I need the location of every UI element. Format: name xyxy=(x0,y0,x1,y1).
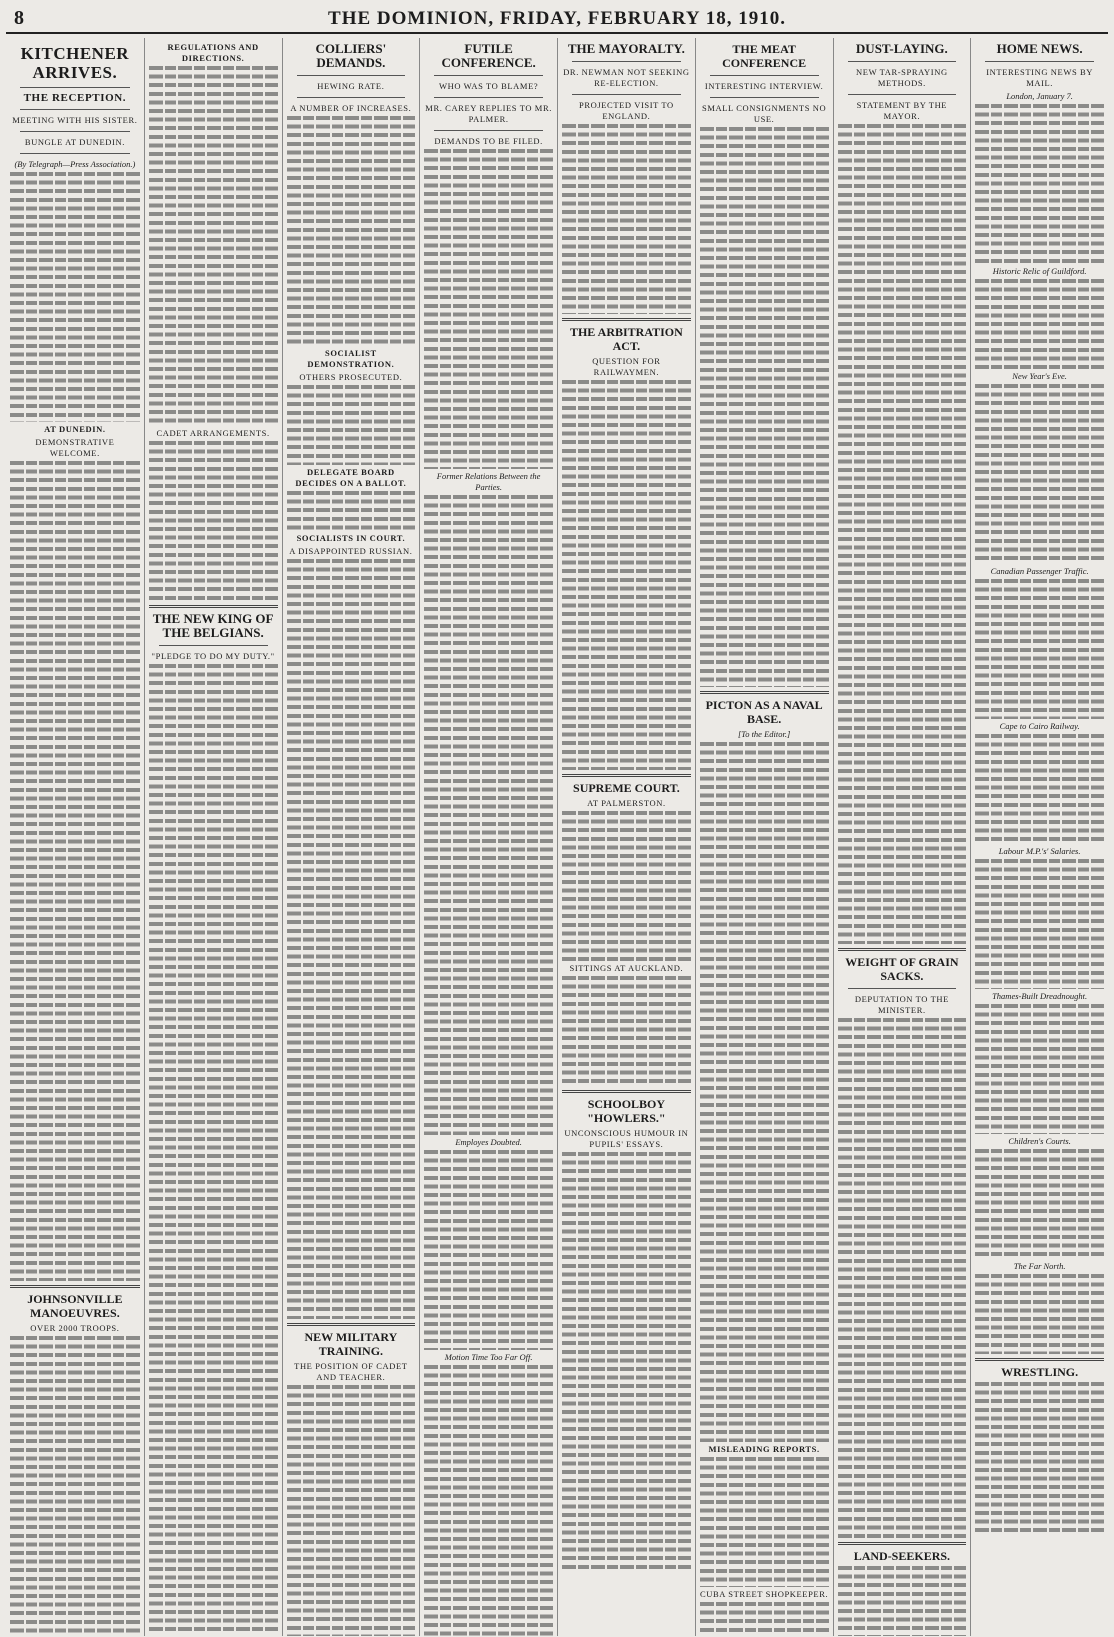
divider xyxy=(975,1358,1104,1361)
divider xyxy=(434,130,543,131)
subhead-mail: INTERESTING NEWS BY MAIL. xyxy=(986,67,1094,88)
subhead-cadet-teacher: THE POSITION OF CADET AND TEACHER. xyxy=(294,1361,408,1382)
section-prosecuted: OTHERS PROSECUTED. xyxy=(299,372,403,382)
subhead-pledge: "PLEDGE TO DO MY DUTY." xyxy=(151,651,275,661)
divider xyxy=(572,94,681,95)
headline-colliers: COLLIERS' DEMANDS. xyxy=(315,41,387,70)
subhead-reception: THE RECEPTION. xyxy=(23,92,127,104)
headline-home-news: HOME NEWS. xyxy=(996,41,1083,56)
divider xyxy=(297,97,406,98)
article-body xyxy=(10,172,140,422)
section-ballot: DELEGATE BOARD DECIDES ON A BALLOT. xyxy=(295,467,407,488)
divider xyxy=(20,87,130,88)
headline-land-seekers: LAND-SEEKERS. xyxy=(853,1549,951,1563)
section-relations: Former Relations Between the Parties. xyxy=(436,471,541,492)
divider xyxy=(838,948,967,951)
column-7 xyxy=(833,38,971,1636)
article-body xyxy=(975,104,1104,264)
headline-military: NEW MILITARY TRAINING. xyxy=(304,1330,398,1358)
section-russian: A DISAPPOINTED RUSSIAN. xyxy=(289,546,413,556)
headline-dust-laying: DUST-LAYING. xyxy=(855,41,948,56)
subhead-england: PROJECTED VISIT TO ENGLAND. xyxy=(579,100,674,121)
article-body xyxy=(975,1004,1104,1134)
divider xyxy=(562,1090,691,1093)
section-canadian-traffic: Canadian Passenger Traffic. xyxy=(990,566,1089,576)
article-body xyxy=(700,1602,829,1636)
headline-futile: FUTILE CONFERENCE. xyxy=(441,41,536,70)
divider xyxy=(562,318,691,321)
section-cadet: CADET ARRANGEMENTS. xyxy=(156,428,270,438)
subhead-hewing: HEWING RATE. xyxy=(317,81,385,91)
article-body xyxy=(424,1150,553,1350)
article-body xyxy=(424,149,553,469)
divider xyxy=(848,988,957,989)
divider xyxy=(297,75,406,76)
column-2 xyxy=(144,38,282,1636)
divider xyxy=(20,131,130,132)
section-subheading: DEMONSTRATIVE WELCOME. xyxy=(35,437,115,458)
divider xyxy=(848,61,957,62)
section-new-years-eve: New Year's Eve. xyxy=(1012,371,1067,381)
headline-supreme-court: SUPREME COURT. xyxy=(573,781,680,795)
section-court: SOCIALISTS IN COURT. xyxy=(296,533,406,543)
subhead-carey: MR. CAREY REPLIES TO MR. PALMER. xyxy=(425,103,552,124)
article-body xyxy=(10,461,140,1281)
article-body xyxy=(838,124,967,944)
section-childrens-courts: Children's Courts. xyxy=(1008,1136,1071,1146)
headline-regulations: REGULATIONS AND DIRECTIONS. xyxy=(167,42,259,63)
section-heading: AT DUNEDIN. xyxy=(44,424,106,434)
divider xyxy=(700,691,829,694)
section-cape-cairo: Cape to Cairo Railway. xyxy=(999,721,1080,731)
article-body xyxy=(149,664,278,1636)
subhead-bungle: BUNGLE AT DUNEDIN. xyxy=(24,137,125,147)
divider xyxy=(562,774,691,777)
article-body xyxy=(287,559,416,1319)
column-6 xyxy=(695,38,833,1636)
article-body xyxy=(975,1274,1104,1354)
article-body xyxy=(700,1457,829,1587)
article-body xyxy=(700,742,829,1442)
to-the-editor: [To the Editor.] xyxy=(737,729,791,739)
subhead-consignments: SMALL CONSIGNMENTS NO USE. xyxy=(702,103,827,124)
subhead-sister: MEETING WITH HIS SISTER. xyxy=(12,115,138,125)
column-8 xyxy=(970,38,1108,1636)
column-5 xyxy=(557,38,695,1636)
article-body xyxy=(975,1149,1104,1259)
article-body xyxy=(287,116,416,346)
subhead-deputation: DEPUTATION TO THE MINISTER. xyxy=(854,994,949,1015)
headline-howlers: SCHOOLBOY "HOWLERS." xyxy=(587,1097,666,1125)
article-body xyxy=(975,734,1104,844)
article-body xyxy=(10,1336,140,1636)
subhead-tar-spraying: NEW TAR-SPRAYING METHODS. xyxy=(856,67,948,88)
divider xyxy=(20,109,130,110)
divider xyxy=(710,75,819,76)
article-body xyxy=(424,1365,553,1636)
byline: (By Telegraph—Press Association.) xyxy=(14,159,136,169)
divider xyxy=(434,97,543,98)
article-body xyxy=(562,380,691,770)
divider xyxy=(20,153,130,154)
subhead-railwaymen: QUESTION FOR RAILWAYMEN. xyxy=(592,356,661,377)
section-employes: Employes Doubted. xyxy=(455,1137,522,1147)
subhead-humour: UNCONSCIOUS HUMOUR IN PUPILS' ESSAYS. xyxy=(564,1128,689,1149)
divider xyxy=(287,1323,416,1326)
article-body xyxy=(562,124,691,314)
article-body xyxy=(287,1385,416,1636)
divider xyxy=(710,97,819,98)
article-body xyxy=(562,811,691,961)
article-body xyxy=(838,1018,967,1538)
divider xyxy=(572,61,681,62)
subhead-blame: WHO WAS TO BLAME? xyxy=(439,81,539,91)
newspaper-title: THE DOMINION, FRIDAY, FEBRUARY 18, 1910. xyxy=(328,8,786,29)
subhead-increases: A NUMBER OF INCREASES. xyxy=(290,103,412,113)
section-motion-time: Motion Time Too Far Off. xyxy=(444,1352,533,1362)
divider xyxy=(149,605,278,608)
column-4 xyxy=(419,38,557,1636)
divider xyxy=(838,1542,967,1545)
article-body xyxy=(424,495,553,1135)
section-misleading: MISLEADING REPORTS. xyxy=(708,1444,820,1454)
section-socialist: SOCIALIST DEMONSTRATION. xyxy=(307,348,395,369)
headline-mayoralty: THE MAYORALTY. xyxy=(567,41,685,56)
divider xyxy=(10,1285,140,1288)
headline-grain-sacks: WEIGHT OF GRAIN SACKS. xyxy=(845,955,959,983)
article-body xyxy=(149,66,278,426)
section-labour-salaries: Labour M.P.'s' Salaries. xyxy=(998,846,1081,856)
article-body xyxy=(149,441,278,601)
headline-kitchener: KITCHENER ARRIVES. xyxy=(20,44,130,82)
headline-johnsonville: JOHNSONVILLE MANOEUVRES. xyxy=(27,1292,123,1320)
article-body xyxy=(975,579,1104,719)
headline-belgians: THE NEW KING OF THE BELGIANS. xyxy=(152,611,274,640)
article-body xyxy=(838,1566,967,1636)
section-cuba-street: CUBA STREET SHOPKEEPER. xyxy=(700,1589,829,1599)
column-3 xyxy=(282,38,420,1636)
subhead-auckland: SITTINGS AT AUCKLAND. xyxy=(569,963,684,973)
article-body xyxy=(287,385,416,465)
subhead-mayor: STATEMENT BY THE MAYOR. xyxy=(856,100,948,121)
page-number: 8 xyxy=(14,7,24,29)
article-body xyxy=(975,279,1104,369)
columns xyxy=(6,38,1108,1636)
subhead-demands: DEMANDS TO BE FILED. xyxy=(434,136,543,146)
headline-arbitration: THE ARBITRATION ACT. xyxy=(569,325,683,353)
article-body xyxy=(975,384,1104,564)
headline-picton: PICTON AS A NAVAL BASE. xyxy=(705,698,823,726)
section-far-north: The Far North. xyxy=(1013,1261,1066,1271)
subhead-newman: DR. NEWMAN NOT SEEKING RE-ELECTION. xyxy=(563,67,690,88)
subhead-interview: INTERESTING INTERVIEW. xyxy=(704,81,824,91)
divider xyxy=(848,94,957,95)
section-guildford: Historic Relic of Guildford. xyxy=(992,266,1087,276)
headline-wrestling: WRESTLING. xyxy=(1001,1365,1079,1379)
article-body xyxy=(975,1382,1104,1532)
divider xyxy=(159,645,268,646)
divider xyxy=(434,75,543,76)
divider xyxy=(985,61,1094,62)
headline-meat-conference: THE MEAT CONFERENCE xyxy=(722,42,807,70)
article-body xyxy=(287,491,416,531)
masthead xyxy=(6,4,1108,34)
article-body xyxy=(700,127,829,687)
dateline: London, January 7. xyxy=(1006,91,1073,101)
article-body xyxy=(562,1152,691,1572)
subhead-troops: OVER 2000 TROOPS. xyxy=(30,1323,120,1333)
subhead-palmerston: AT PALMERSTON. xyxy=(587,798,666,808)
section-dreadnought: Thames-Built Dreadnought. xyxy=(992,991,1088,1001)
article-body xyxy=(562,976,691,1086)
article-body xyxy=(975,859,1104,989)
column-1 xyxy=(6,38,144,1636)
